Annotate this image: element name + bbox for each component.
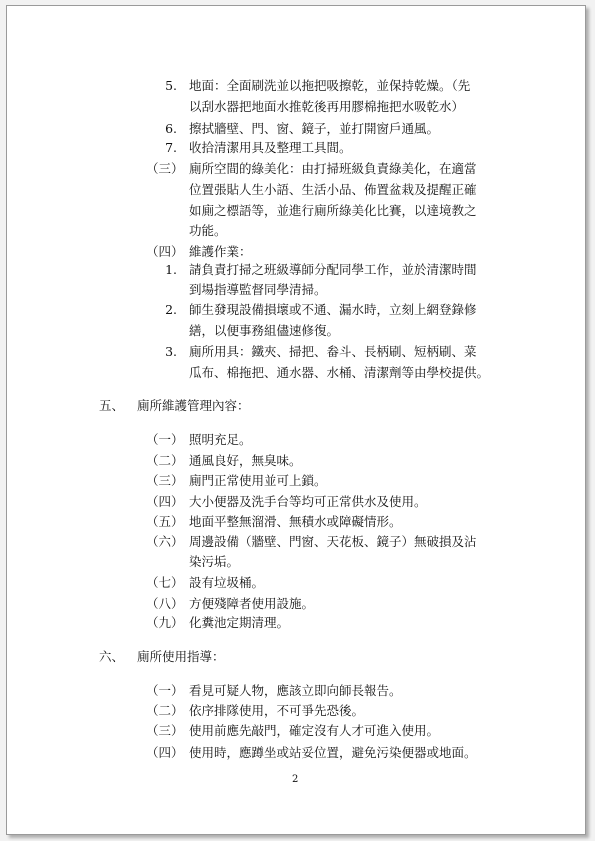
list-item-text: 廁門正常使用並可上鎖。: [189, 473, 327, 488]
list-item-marker: （三）: [146, 723, 184, 738]
list-item-marker: （一）: [146, 432, 184, 447]
list-item-marker: （七）: [146, 575, 184, 590]
section-title: 廁所使用指導：: [137, 649, 225, 664]
list-item-marker: （九）: [146, 615, 184, 630]
list-item-marker: （二）: [146, 703, 184, 718]
list-item-text: 染污垢。: [189, 554, 240, 569]
item-text-line: 廁所用具：鐵夾、掃把、畚斗、長柄刷、短柄刷、菜: [189, 344, 477, 359]
item-marker: 7.: [165, 140, 177, 155]
item-text-line: 如廁之標語等，並進行廁所綠美化比賽，以達境教之: [189, 203, 477, 218]
item-text-line: 瓜布、棉拖把、通水器、水桶、清潔劑等由學校提供。: [189, 365, 490, 380]
item-text-line: 廁所空間的綠美化：由打掃班級負責綠美化，在適當: [189, 161, 477, 176]
list-item-text: 設有垃圾桶。: [189, 575, 265, 590]
list-item-marker: （三）: [146, 473, 184, 488]
item-marker: 5.: [165, 78, 177, 93]
list-item-text: 大小便器及洗手台等均可正常供水及使用。: [189, 494, 427, 509]
list-item-text: 方便殘障者使用設施。: [189, 596, 315, 611]
item-text-line: 位置張貼人生小語、生活小品、佈置盆栽及提醒正確: [189, 182, 477, 197]
item-text-line: 地面：全面刷洗並以拖把吸擦乾，並保持乾燥。（先: [189, 78, 471, 93]
item-text-line: 請負責打掃之班級導師分配同學工作，並於清潔時間: [189, 262, 477, 277]
item-text-line: 師生發現設備損壞或不通、漏水時，立刻上網登錄修: [189, 302, 477, 317]
document-page: [6, 5, 586, 835]
list-item-text: 化糞池定期清理。: [189, 615, 290, 630]
list-item-text: 看見可疑人物，應該立即向師長報告。: [189, 683, 402, 698]
item-text-line: 維護作業：: [189, 244, 252, 259]
item-marker: 3.: [165, 344, 177, 359]
item-text-line: 繕，以便事務組儘速修復。: [189, 323, 340, 338]
list-item-marker: （八）: [146, 596, 184, 611]
item-marker: 1.: [165, 262, 177, 277]
page-number: 2: [292, 774, 299, 785]
list-item-marker: （一）: [146, 683, 184, 698]
list-item-marker: （四）: [146, 745, 184, 760]
section-title: 廁所維護管理內容：: [137, 398, 250, 413]
item-text-line: 以刮水器把地面水推乾後再用膠棉拖把水吸乾水）: [189, 99, 465, 114]
list-item-text: 通風良好，無臭味。: [189, 453, 302, 468]
list-item-text: 地面平整無溜滑、無積水或障礙情形。: [189, 514, 402, 529]
list-item-text: 依序排隊使用，不可爭先恐後。: [189, 703, 365, 718]
list-item-marker: （五）: [146, 514, 184, 529]
list-item-text: 使用前應先敲門，確定沒有人才可進入使用。: [189, 723, 440, 738]
list-item-text: 照明充足。: [189, 432, 252, 447]
item-marker: 6.: [165, 121, 177, 136]
item-text-line: 擦拭牆壁、門、窗、鏡子，並打開窗戶通風。: [189, 121, 440, 136]
item-text-line: 收拾清潔用具及整理工具間。: [189, 140, 352, 155]
item-text-line: 功能。: [189, 223, 227, 238]
list-item-marker: （六）: [146, 534, 184, 549]
item-marker: （三）: [146, 161, 184, 176]
list-item-marker: （二）: [146, 453, 184, 468]
list-item-text: 周邊設備（牆壁、門窗、天花板、鏡子）無破損及沾: [189, 534, 477, 549]
list-item-marker: （四）: [146, 494, 184, 509]
item-marker: （四）: [146, 244, 184, 259]
item-marker: 2.: [165, 302, 177, 317]
section-marker: 六、: [99, 649, 125, 664]
item-text-line: 到場指導監督同學清掃。: [189, 282, 327, 297]
section-marker: 五、: [99, 398, 125, 413]
list-item-text: 使用時，應蹲坐或站妥位置，避免污染便器或地面。: [189, 745, 477, 760]
